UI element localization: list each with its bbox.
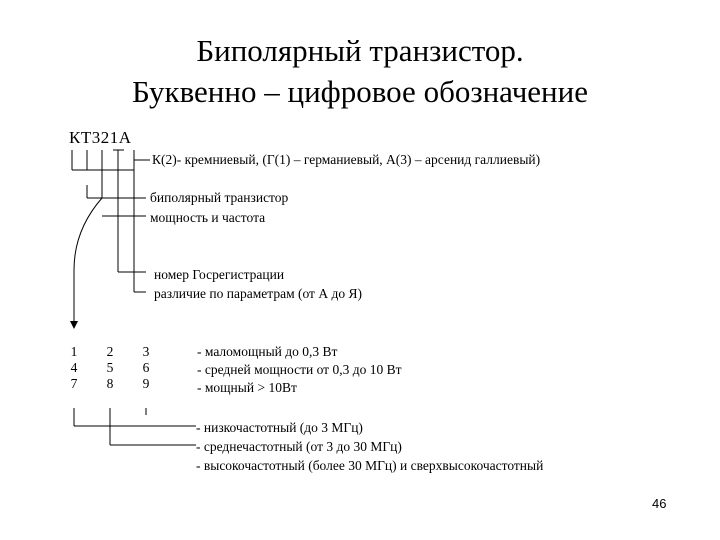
digit: 1 (70, 344, 78, 359)
power-item-mid: - средней мощности от 0,3 до 10 Вт (197, 362, 402, 377)
title-line-2: Буквенно – цифровое обозначение (132, 74, 588, 109)
digit: 8 (106, 376, 114, 391)
digit-column-3 (139, 344, 153, 392)
digit-column-1 (67, 344, 81, 392)
freq-item-high: - высокочастотный (более 30 МГц) и сверхвысокочастотный (196, 458, 544, 473)
label-type: биполярный транзистор (150, 190, 289, 205)
page-number: 46 (652, 496, 667, 511)
power-item-low: - маломощный до 0,3 Вт (197, 344, 338, 359)
label-power-freq: мощность и частота (150, 210, 266, 225)
label-params: различие по параметрам (от А до Я) (154, 286, 362, 301)
digit: 7 (70, 376, 78, 391)
title-line-1: Биполярный транзистор. (196, 33, 524, 68)
freq-item-low: - низкочастотный (до 3 МГц) (196, 420, 363, 435)
digit: 6 (142, 360, 150, 375)
power-item-high: - мощный > 10Вт (197, 380, 297, 395)
digit: 3 (142, 344, 150, 359)
label-material: К(2)- кремниевый, (Г(1) – германиевый, А(3) – арсенид галлиевый) (152, 152, 541, 167)
digit: 9 (142, 376, 150, 391)
label-reg-number: номер Госрегистрации (154, 267, 285, 282)
arrow-power-freq (74, 198, 102, 325)
digit-column-2 (103, 344, 117, 392)
digit: 4 (70, 360, 78, 375)
digit: 5 (106, 360, 114, 375)
digit: 2 (106, 344, 114, 359)
freq-item-mid: - среднечастотный (от 3 до 30 МГц) (196, 439, 402, 454)
transistor-code: КТ321А (69, 128, 132, 147)
